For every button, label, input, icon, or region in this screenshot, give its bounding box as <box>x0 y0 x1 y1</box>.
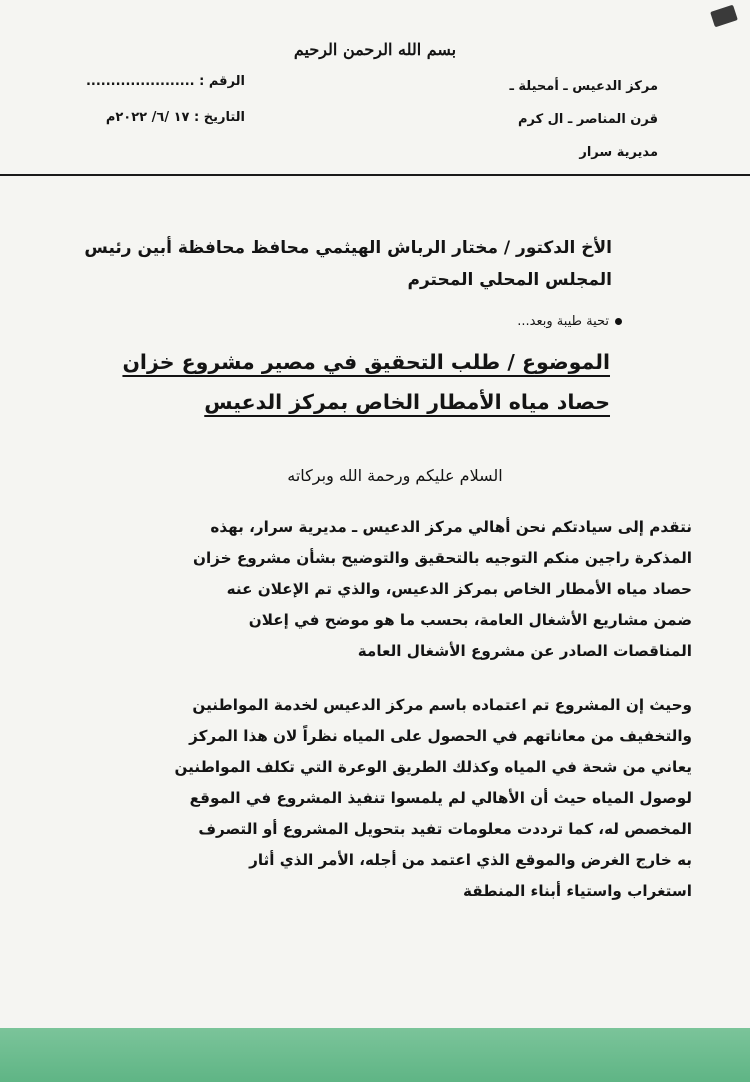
staple-mark <box>710 5 738 28</box>
footer-band <box>0 1028 750 1082</box>
subject-line: الموضوع / طلب التحقيق في مصير مشروع خزان <box>122 350 610 374</box>
greeting <box>517 314 622 329</box>
header-divider <box>0 174 750 176</box>
paragraph-line: نتقدم إلى سيادتكم نحن أهالي مركز الدعيس ـ مديرية سرار، بهذه <box>210 518 692 536</box>
reference-block <box>60 64 245 136</box>
paragraph-line: حصاد مياه الأمطار الخاص بمركز الدعيس، والذي تم الإعلان عنه <box>226 580 692 598</box>
sender-line: مديرية سرار <box>579 145 658 160</box>
sender-line: مركز الدعيس ـ أمحيلة ـ <box>509 79 658 94</box>
bullet-icon <box>615 318 622 325</box>
recipient-line: المجلس المحلي المحترم <box>407 270 612 290</box>
subject-block <box>122 342 610 422</box>
sender-line: قرن المناصر ـ ال كرم <box>517 112 658 127</box>
paragraph-line: استغراب واستياء أبناء المنطقة <box>463 882 692 900</box>
greeting-text: تحية طيبة وبعد... <box>517 314 609 329</box>
paragraph-line: والتخفيف من معاناتهم في الحصول على المياه نظراً لان هذا المركز <box>189 727 692 745</box>
salutation: السلام عليكم ورحمة الله وبركاته <box>287 466 503 485</box>
letter-date: التاريخ : ١٧ /٦/ ٢٠٢٢م <box>105 110 245 125</box>
body-paragraph-2 <box>175 690 693 907</box>
reference-number: الرقم : ...................... <box>85 74 245 89</box>
paragraph-line: به خارج الغرض والموقع الذي اعتمد من أجله، الأمر الذي أثار <box>249 851 692 869</box>
paragraph-line: المذكرة راجين منكم التوجيه بالتحقيق والتوضيح بشأن مشروع خزان <box>193 549 692 567</box>
paragraph-line: لوصول المياه حيث أن الأهالي لم يلمسوا تنفيذ المشروع في الموقع <box>189 789 692 807</box>
subject-line: حصاد مياه الأمطار الخاص بمركز الدعيس <box>204 390 610 414</box>
basmala: بسم الله الرحمن الرحيم <box>293 40 457 59</box>
paragraph-line: المخصص له، كما ترددت معلومات تفيد بتحويل المشروع أو التصرف <box>198 820 692 838</box>
sender-block <box>509 70 658 169</box>
recipient-line: الأخ الدكتور / مختار الرباش الهيثمي محافظ محافظة أبين رئيس <box>84 238 612 258</box>
recipient-block <box>84 232 612 296</box>
paragraph-line: يعاني من شحة في المياه وكذلك الطريق الوعرة التي تكلف المواطنين <box>174 758 692 776</box>
body-paragraph-1 <box>193 512 692 667</box>
paragraph-line: ضمن مشاريع الأشغال العامة، بحسب ما هو موضح في إعلان <box>248 611 692 629</box>
paragraph-line: المناقصات الصادر عن مشروع الأشغال العامة <box>357 642 692 660</box>
paragraph-line: وحيث إن المشروع تم اعتماده باسم مركز الدعيس لخدمة المواطنين <box>192 696 692 714</box>
